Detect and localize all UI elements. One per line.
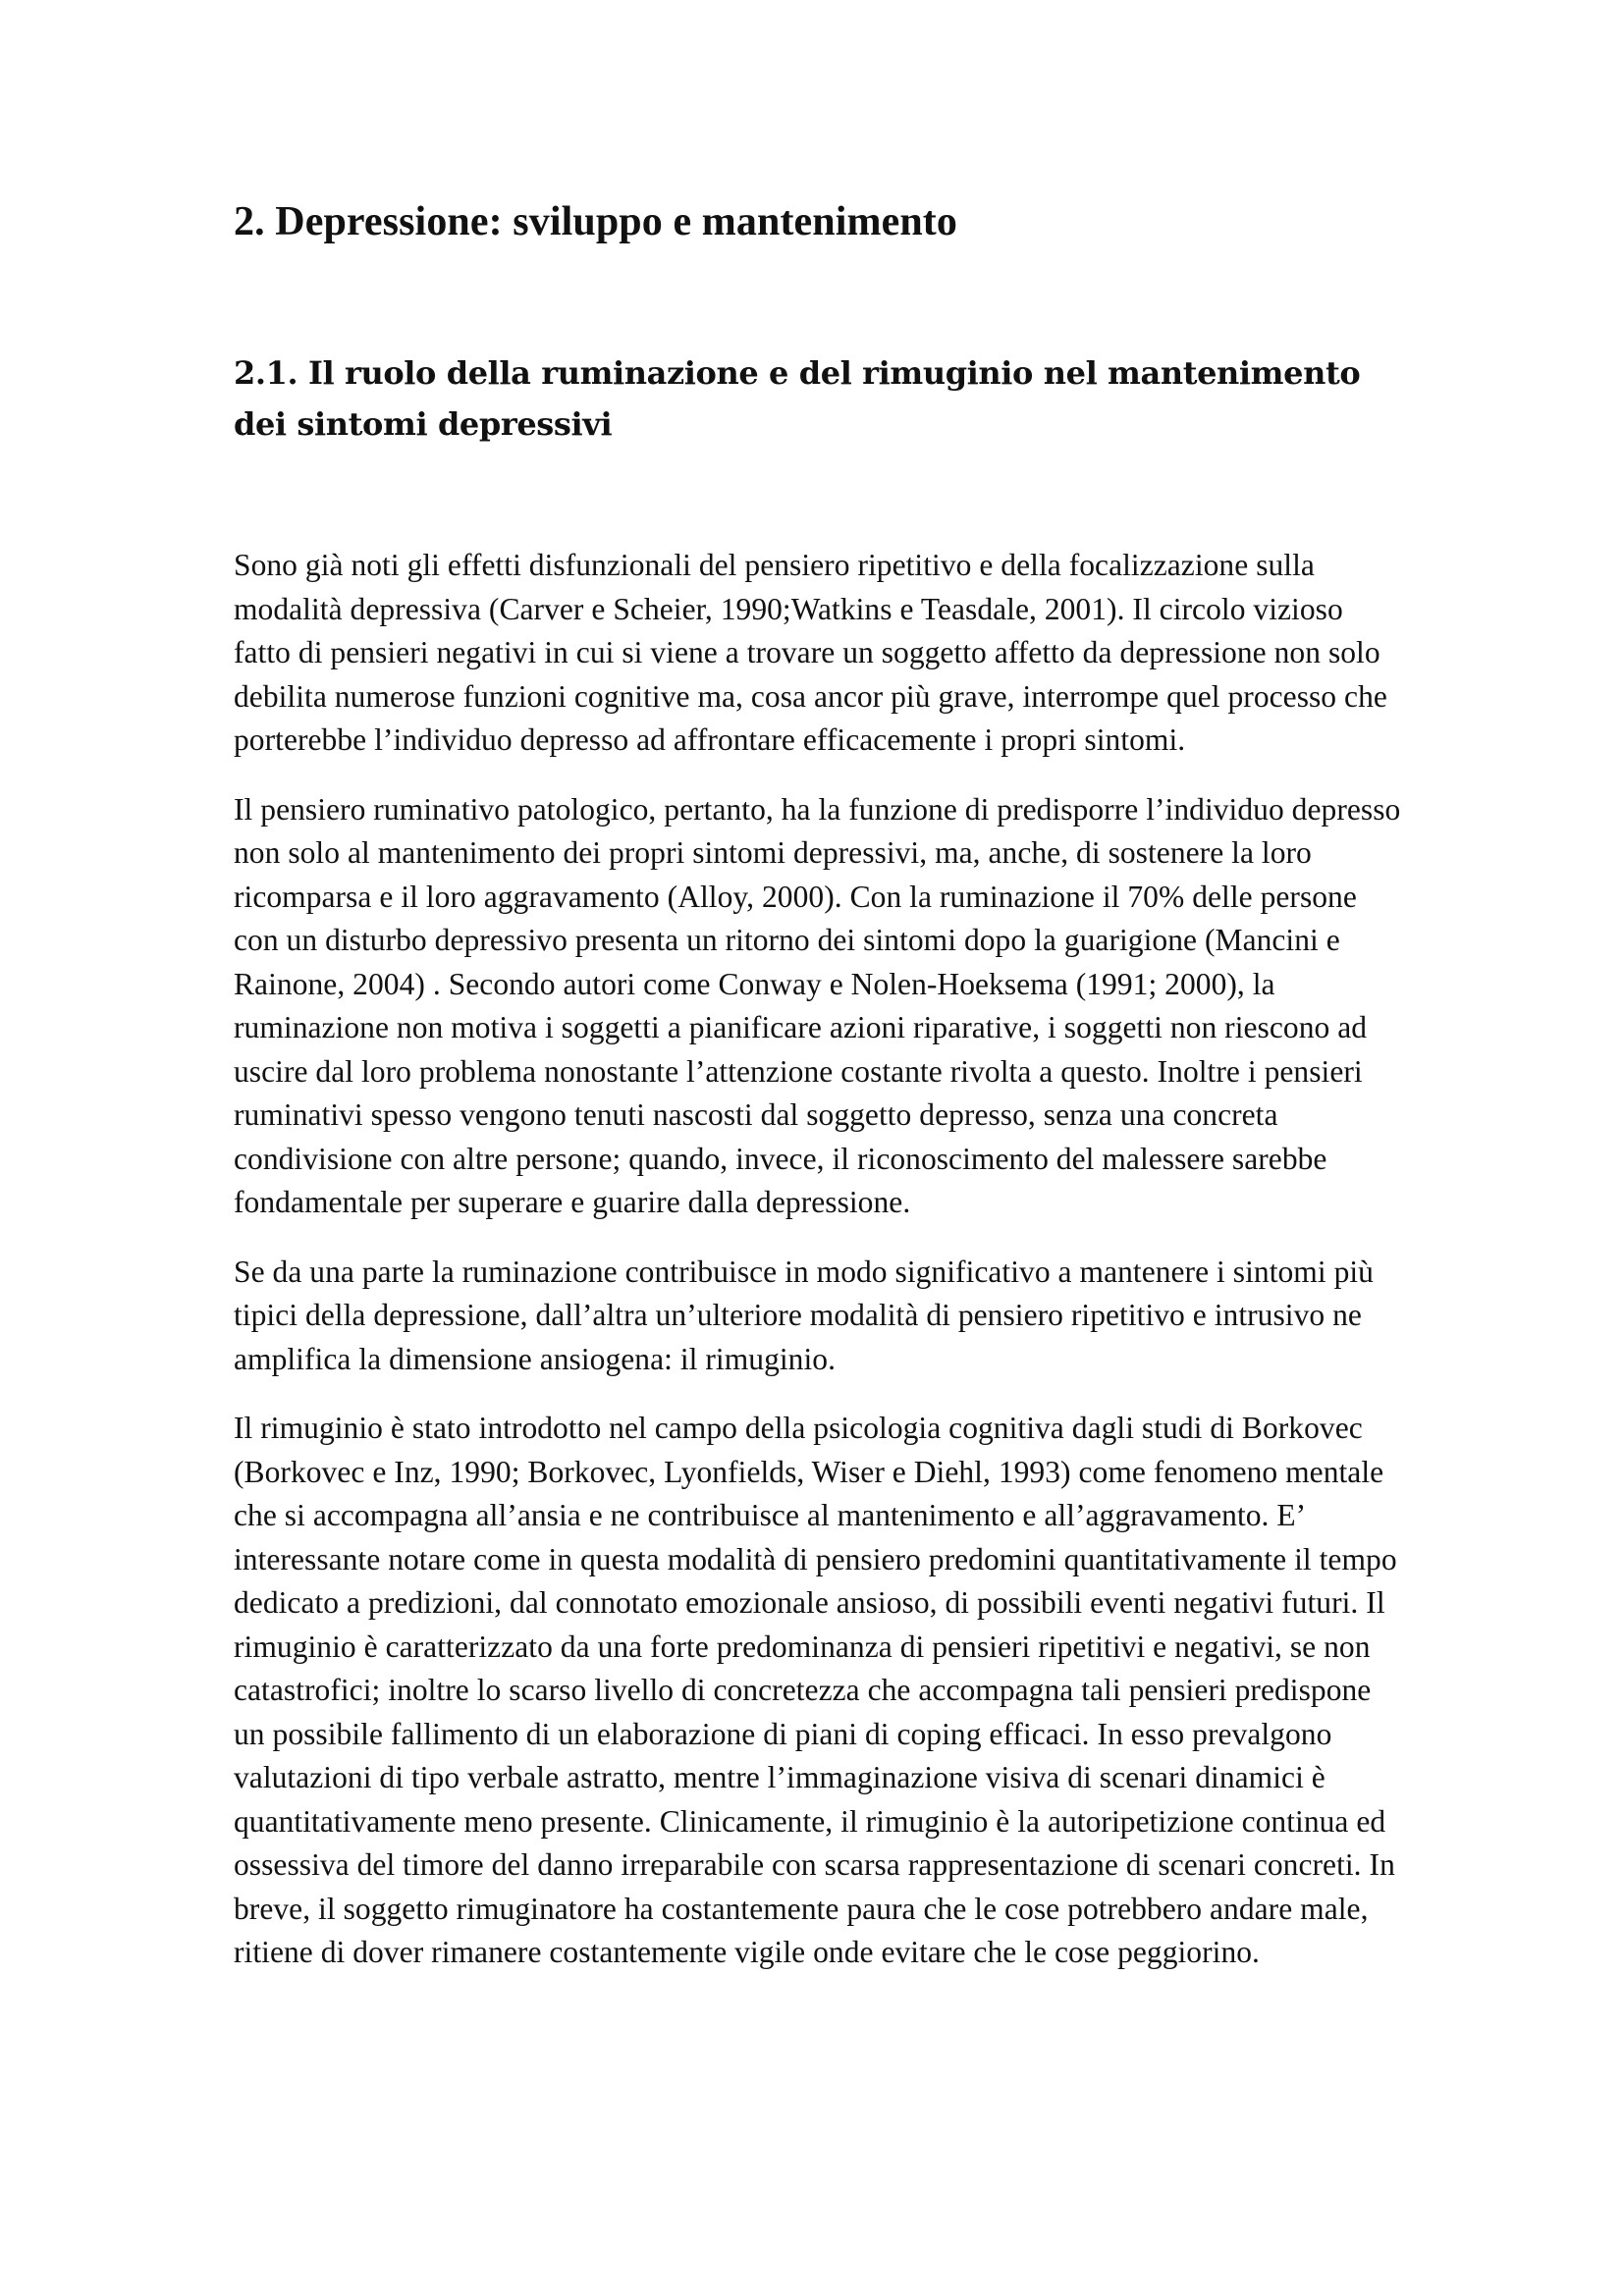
chapter-title: 2. Depressione: sviluppo e mantenimento bbox=[234, 199, 957, 244]
paragraph-2: Il pensiero ruminativo patologico, pertanto, ha la funzione di predisporre l’individuo depresso non solo al mantenimento dei propri sintomi depressivi, ma, anche, di sostenere la loro ricomparsa e il loro aggravamento (Alloy, 2000). Con la ruminazione il 70% delle persone con un disturbo depressivo presenta un ritorno dei sintomi dopo la guarigione (Mancini e Rainone, 2004) . Secondo autori come Conway e Nolen-Hoeksema (1991; 2000), la ruminazione non motiva i soggetti a pianificare azioni riparative, i soggetti non riescono ad uscire dal loro problema nonostante l’attenzione costante rivolta a questo. Inoltre i pensieri ruminativi spesso vengono tenuti nascosti dal soggetto depresso, senza una concreta condivisione con altre persone; quando, invece, il riconoscimento del malessere sarebbe fondamentale per superare e guarire dalla depressione. bbox=[234, 791, 1401, 1219]
paragraph-1: Sono già noti gli effetti disfunzionali del pensiero ripetitivo e della focalizzazione sulla modalità depressiva (Carver e Scheier, 1990;Watkins e Teasdale, 2001). Il circolo vizioso fatto di pensieri negativi in cui si viene a trovare un soggetto affetto da depressione non solo debilita numerose funzioni cognitive ma, cosa ancor più grave, interrompe quel processo che porterebbe l’individuo depresso ad affrontare efficacemente i propri sintomi. bbox=[234, 548, 1387, 757]
section-title: 2.1. Il ruolo della ruminazione e del rimuginio nel mantenimento dei sintomi depressivi bbox=[234, 354, 1361, 443]
paragraph-3: Se da una parte la ruminazione contribuisce in modo significativo a mantenere i sintomi più tipici della depressione, dall’altra un’ulteriore modalità di pensiero ripetitivo e intrusivo ne amplifica la dimensione ansiogena: il rimuginio. bbox=[234, 1254, 1374, 1376]
body-text bbox=[234, 544, 1402, 1975]
paragraph-4: Il rimuginio è stato introdotto nel campo della psicologia cognitiva dagli studi di Borkovec (Borkovec e Inz, 1990; Borkovec, Lyonfields, Wiser e Diehl, 1993) come fenomeno mentale che si accompagna all’ansia e ne contribuisce al mantenimento e all’aggravamento. E’ interessante notare come in questa modalità di pensiero predomini quantitativamente il tempo dedicato a predizioni, dal connotato emozionale ansioso, di possibili eventi negativi futuri. Il rimuginio è caratterizzato da una forte predominanza di pensieri ripetitivi e negativi, se non catastrofici; inoltre lo scarso livello di concretezza che accompagna tali pensieri predispone un possibile fallimento di un elaborazione di piani di coping efficaci. In esso prevalgono valutazioni di tipo verbale astratto, mentre l’immaginazione visiva di scenari dinamici è quantitativamente meno presente. Clinicamente, il rimuginio è la autoripetizione continua ed ossessiva del timore del danno irreparabile con scarsa rappresentazione di scenari concreti. In breve, il soggetto rimuginatore ha costantemente paura che le cose potrebbero andare male, ritiene di dover rimanere costantemente vigile onde evitare che le cose peggiorino. bbox=[234, 1411, 1397, 1969]
page-content bbox=[234, 192, 1402, 2001]
